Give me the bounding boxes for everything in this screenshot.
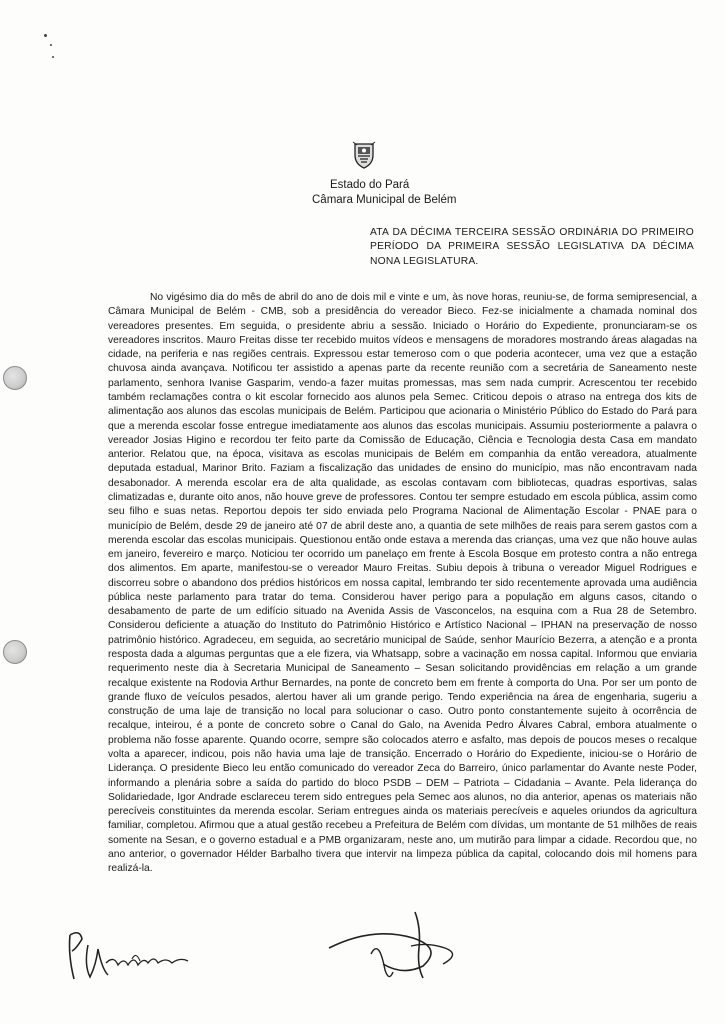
scan-speck [50,44,52,46]
handwritten-signature-left [62,905,200,985]
handwritten-signature-right [323,908,503,984]
institution-header [312,178,456,208]
scan-speck [52,56,54,58]
minutes-paragraph: No vigésimo dia do mês de abril do ano de dois mil e vinte e um, às nove horas, reuniu-se, de forma semipresencial, a Câmara Municipal de Belém - CMB, sob a presidência do vereador Bieco. Fez-se inicialmente a chamada nominal dos vereadores presentes. Em seguida, o presidente abriu a sessão. Iniciado o Horário do Expediente, pronunciaram-se os vereadores inscritos. Mauro Freitas disse ter recebido muitos vídeos e mensagens de moradores mostrando áreas alagadas na cidade, na periferia e nas regiões centrais. Expressou estar temeroso com o que poderia acontecer, uma vez que a estação chuvosa ainda avançava. Notificou ter assistido a apenas parte da recente reunião com a secretária de Saneamento neste parlamento, senhora Ivanise Gasparim, vendo-a fazer muitas promessas, mas sem nada cumprir. Acrescentou ter recebido também reclamações contra o kit escolar fornecido aos alunos pela Semec. Criticou depois o atraso na entrega dos kits de alimentação aos alunos das escolas municipais de Belém. Participou que acionaria o Ministério Público do Estado do Pará para que a merenda escolar fosse entregue imediatamente aos alunos das escolas municipais. Assumiu posteriormente a palavra o vereador Josias Higino e recordou ter feito parte da Comissão de Educação, Ciência e Tecnologia desta Casa em mandato anterior. Relatou que, na época, visitava as escolas municipais de Belém em companhia da então vereadora, atualmente deputada estadual, Marinor Brito. Faziam a fiscalização das unidades de ensino do município, mas não encontravam nada desabonador. A merenda escolar era de alta qualidade, as escolas contavam com bibliotecas, quadras esportivas, salas climatizadas e, durante oito anos, não houve greve de professores. Contou ter sempre estudado em escola pública, assim como seu filho e suas netas. Reportou depois ter sido enviada pelo Programa Nacional de Alimentação Escolar - PNAE para o município de Belém, desde 29 de janeiro até 07 de abril deste ano, a quantia de sete milhões de reais para serem gastos com a merenda escolar das escolas municipais. Questionou então onde estava a merenda das crianças, uma vez que não houve aulas em janeiro, fevereiro e março. Noticiou ter ocorrido um panelaço em frente à Escola Bosque em protesto contra a não entrega dos alimentos. Em aparte, manifestou-se o vereador Mauro Freitas. Subiu depois à tribuna o vereador Miguel Rodrigues e discorreu sobre o abandono dos prédios históricos em nossa capital, lembrando ter sido recentemente aprovada uma audiência pública neste parlamento para tratar do tema. Considerou haver perigo para a população em alguns casos, citando o desabamento de parte de um edifício situado na Avenida Assis de Vasconcelos, na esquina com a Rua 28 de Setembro. Considerou deficiente a atuação do Instituto do Patrimônio Histórico e Artístico Nacional – IPHAN na preservação de nosso patrimônio histórico. Agradeceu, em seguida, ao secretário municipal de Saúde, senhor Maurício Bezerra, a atenção e a pronta resposta dada a algumas perguntas que a ele fizera, via Whatsapp, sobre a vacinação em nossa capital. Informou que enviaria requerimento neste dia à Secretaria Municipal de Saneamento – Sesan solicitando providências em relação a um grande recalque existente na Rodovia Arthur Bernardes, na ponte de concreto bem em frente à comporta do Una. Por ser um ponto de grande fluxo de veículos pesados, alertou haver ali um grande perigo. Tendo experiência na área de engenharia, sugeriu a construção de uma laje de transição no local para solucionar o caso. Outro ponto constantemente sujeito à ocorrência de recalque, inteirou, é a ponte de concreto sobre o Canal do Galo, na Avenida Pedro Álvares Cabral, embora atualmente o problema não fosse aparente. Quando ocorre, sempre são colocados aterro e asfalto, mas depois de poucos meses o recalque volta a aparecer, indicou, pois não havia uma laje de transição. Encerrado o Horário do Expediente, iniciou-se o Horário de Liderança. O presidente Bieco leu então comunicado do vereador Zeca do Barreiro, único parlamentar do Avante neste Poder, informando a plenária sobre a saída do partido do bloco PSDB – DEM – Patriota – Cidadania – Avante. Pela liderança do Solidariedade, Igor Andrade esclareceu terem sido entregues pela Semec aos alunos, no dia anterior, apenas os materiais não perecíveis constituintes da merenda escolar. Seriam entregues ainda os materiais perecíveis e aqueles oriundos da agricultura familiar, completou. Afirmou que a atual gestão recebeu a Prefeitura de Belém com dívidas, um montante de 51 milhões de reais somente na Sesan, e o governo estadual e a PMB organizaram, neste ano, um mutirão para limpar a cidade. Recordou que, no ano anterior, o governador Hélder Barbalho tivera que intervir na limpeza pública da capital, colocando dois mil homens para realizá-la. [108,292,697,875]
state-name: Estado do Pará [330,179,410,191]
document-title: ATA DA DÉCIMA TERCEIRA SESSÃO ORDINÁRIA DO PRIMEIRO PERÍODO DA PRIMEIRA SESSÃO LEGISLATIVA DA DÉCIMA NONA LEGISLATURA. [370,227,694,267]
punch-hole-lower [3,640,27,664]
minutes-body [108,291,697,877]
scan-speck [44,34,47,37]
chamber-name: Câmara Municipal de Belém [312,194,457,206]
punch-hole-upper [3,366,27,390]
coat-of-arms-icon [352,141,376,169]
